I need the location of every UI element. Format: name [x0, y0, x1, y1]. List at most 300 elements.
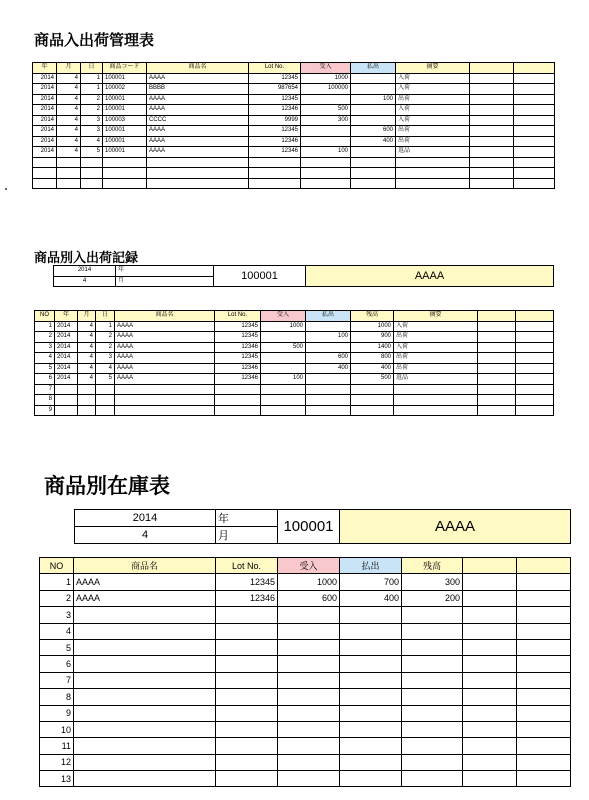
table-cell: 出荷 [396, 126, 470, 137]
table-cell: 4 [57, 147, 81, 158]
table-cell: 12345 [216, 574, 278, 590]
table-cell: 12346 [249, 147, 301, 158]
col-extra-2 [517, 558, 571, 574]
table-cell: 100 [261, 374, 306, 385]
table-cell [514, 147, 555, 158]
table-cell: 3 [35, 342, 55, 353]
table-cell [351, 395, 394, 406]
table-cell: 100003 [103, 115, 147, 126]
info-year-label: 年 [216, 510, 278, 527]
table-cell [74, 607, 216, 623]
table-cell: 2 [35, 332, 55, 343]
table-cell: 3 [81, 126, 103, 137]
table-cell [215, 405, 261, 416]
table-cell [340, 738, 402, 754]
table-cell [96, 384, 115, 395]
table-cell: 入荷 [396, 115, 470, 126]
table-cell: 100 [351, 94, 396, 105]
table-row [35, 363, 554, 374]
table-cell: 4 [78, 374, 96, 385]
table-row [33, 136, 555, 147]
table-cell [514, 168, 555, 179]
table-cell: 12346 [249, 105, 301, 116]
table-cell [33, 168, 57, 179]
table-cell [517, 672, 571, 688]
table-cell: 100 [306, 332, 351, 343]
table-cell [147, 168, 249, 179]
table-cell [516, 363, 554, 374]
table-cell [351, 405, 394, 416]
table-cell: 7 [40, 672, 74, 688]
table-cell: 13 [40, 771, 74, 787]
table-cell [249, 168, 301, 179]
table-cell [103, 157, 147, 168]
table-cell: 2014 [33, 126, 57, 137]
table-cell [340, 672, 402, 688]
table-cell [517, 574, 571, 590]
col-month: 月 [57, 63, 81, 74]
table-cell [74, 705, 216, 721]
table-cell [74, 656, 216, 672]
table-cell: 出荷 [396, 136, 470, 147]
table-cell [103, 178, 147, 189]
table-cell [470, 168, 514, 179]
table-cell [57, 157, 81, 168]
table-row [35, 321, 554, 332]
col-balance: 残高 [351, 311, 394, 322]
col-summary: 摘要 [396, 63, 470, 74]
table-cell [478, 332, 516, 343]
table-cell [249, 157, 301, 168]
table-cell: 4 [78, 363, 96, 374]
table-cell [351, 73, 396, 84]
table-cell: 入荷 [396, 105, 470, 116]
table-cell [340, 721, 402, 737]
table-cell [514, 157, 555, 168]
table-cell: 4 [57, 105, 81, 116]
col-balance: 残高 [402, 558, 463, 574]
info-month: 4 [75, 527, 216, 544]
table-cell [74, 639, 216, 655]
table-cell [306, 395, 351, 406]
table-cell: 2014 [33, 136, 57, 147]
table-cell [261, 405, 306, 416]
table-cell [340, 771, 402, 787]
table-cell: 4 [78, 353, 96, 364]
col-received: 受入 [278, 558, 340, 574]
table-cell: 2014 [55, 363, 78, 374]
table-cell: AAAA [115, 374, 215, 385]
table-cell [278, 721, 340, 737]
table-cell [402, 771, 463, 787]
table-row [40, 590, 571, 606]
table-cell [470, 157, 514, 168]
table-cell: 4 [78, 342, 96, 353]
table-cell: 入荷 [396, 84, 470, 95]
table-cell [216, 705, 278, 721]
table-cell [340, 705, 402, 721]
table-row [35, 374, 554, 385]
table-cell: 600 [351, 126, 396, 137]
table-cell: 400 [351, 363, 394, 374]
info-year: 2014 [75, 510, 216, 527]
table-cell: 12345 [215, 332, 261, 343]
table-cell [402, 721, 463, 737]
table-cell [278, 607, 340, 623]
table-cell [396, 178, 470, 189]
col-extra-1 [470, 63, 514, 74]
table-cell: 4 [35, 353, 55, 364]
table-cell [55, 405, 78, 416]
col-shipped: 払出 [306, 311, 351, 322]
table-cell: 出荷 [396, 94, 470, 105]
section1-title: 商品入出荷管理表 [34, 31, 155, 49]
table-cell [306, 405, 351, 416]
table-cell [514, 115, 555, 126]
table-row [35, 384, 554, 395]
table-cell: 12346 [249, 136, 301, 147]
table-cell [278, 738, 340, 754]
table-row [40, 623, 571, 639]
col-no: NO [40, 558, 74, 574]
table-cell [463, 672, 517, 688]
table-row [33, 178, 555, 189]
table-row [33, 157, 555, 168]
table-cell: 2014 [55, 332, 78, 343]
table-cell: 5 [35, 363, 55, 374]
table-cell: 2014 [55, 342, 78, 353]
table-cell [402, 607, 463, 623]
table-cell: 100001 [103, 94, 147, 105]
table-cell [514, 73, 555, 84]
table-cell [516, 353, 554, 364]
table-cell [74, 623, 216, 639]
table-header-row [35, 311, 554, 322]
table-cell [402, 656, 463, 672]
table-cell [470, 115, 514, 126]
table-cell: 1000 [261, 321, 306, 332]
table-cell [351, 384, 394, 395]
table-cell: 300 [301, 115, 351, 126]
table-cell [517, 689, 571, 705]
table-cell [470, 147, 514, 158]
table-cell [340, 639, 402, 655]
table-cell [340, 754, 402, 770]
table-row [35, 332, 554, 343]
table-cell: 600 [278, 590, 340, 606]
info-month: 4 [54, 276, 116, 287]
table-cell: 100001 [103, 126, 147, 137]
table-cell: 2014 [33, 147, 57, 158]
table-row [33, 126, 555, 137]
table-cell: 4 [81, 136, 103, 147]
table-cell [396, 157, 470, 168]
table-cell [33, 157, 57, 168]
table-cell: AAAA [147, 136, 249, 147]
table-cell [402, 689, 463, 705]
table-cell [81, 157, 103, 168]
table-cell [463, 771, 517, 787]
table-cell: 6 [35, 374, 55, 385]
table-cell: 8 [40, 689, 74, 705]
table-cell: 100001 [103, 105, 147, 116]
table-cell: 500 [351, 374, 394, 385]
table-row [40, 754, 571, 770]
table-cell [261, 353, 306, 364]
table-cell: 出荷 [394, 353, 478, 364]
info-year-label: 年 [116, 266, 214, 277]
table-cell [340, 656, 402, 672]
table-cell [340, 689, 402, 705]
col-extra-2 [514, 63, 555, 74]
section2-info-box [53, 265, 554, 287]
info-product-code: 100001 [214, 266, 306, 287]
table-row [40, 639, 571, 655]
table-cell: 1 [81, 84, 103, 95]
table-row [33, 105, 555, 116]
table-cell [402, 705, 463, 721]
table-cell [278, 656, 340, 672]
table-cell [516, 405, 554, 416]
table-cell: AAAA [147, 105, 249, 116]
table-cell [517, 639, 571, 655]
table-cell [306, 321, 351, 332]
table-cell [463, 590, 517, 606]
col-product-name: 商品名 [74, 558, 216, 574]
table-row [33, 168, 555, 179]
table-row [40, 574, 571, 590]
table-cell: 12345 [215, 321, 261, 332]
table-cell [74, 721, 216, 737]
table-cell: 1000 [301, 73, 351, 84]
table-cell [351, 84, 396, 95]
table-cell [478, 363, 516, 374]
table-cell [96, 405, 115, 416]
table-cell [74, 771, 216, 787]
table-cell [396, 168, 470, 179]
table-row [35, 353, 554, 364]
table-cell [402, 738, 463, 754]
table-cell [261, 384, 306, 395]
table-cell [96, 395, 115, 406]
col-year: 年 [33, 63, 57, 74]
table-cell [278, 623, 340, 639]
table-cell [516, 332, 554, 343]
table-cell: 4 [40, 623, 74, 639]
table-cell: 3 [81, 115, 103, 126]
info-month-label: 月 [216, 527, 278, 544]
info-month-label: 月 [116, 276, 214, 287]
table-cell: 100001 [103, 136, 147, 147]
info-product-name: AAAA [306, 266, 554, 287]
table-cell: 7 [35, 384, 55, 395]
col-lot-no: Lot No. [249, 63, 301, 74]
table-cell [216, 689, 278, 705]
table-row [40, 672, 571, 688]
table-cell [516, 384, 554, 395]
table-cell: 9 [40, 705, 74, 721]
table-cell: 4 [78, 321, 96, 332]
table-cell: 2014 [33, 94, 57, 105]
table-cell [306, 374, 351, 385]
table-cell [115, 384, 215, 395]
table-cell: 4 [57, 115, 81, 126]
table-cell [402, 639, 463, 655]
col-lot-no: Lot No. [215, 311, 261, 322]
table-cell: 4 [57, 126, 81, 137]
col-extra-2 [516, 311, 554, 322]
table-cell [147, 157, 249, 168]
table-cell [514, 94, 555, 105]
table-cell: 10 [40, 721, 74, 737]
table-cell [261, 395, 306, 406]
table-cell [278, 639, 340, 655]
table-cell [81, 168, 103, 179]
table-cell: 12 [40, 754, 74, 770]
table-cell: 900 [351, 332, 394, 343]
table-cell [301, 157, 351, 168]
table-header-row [33, 63, 555, 74]
table-cell: 返品 [394, 374, 478, 385]
table-cell: 2 [96, 332, 115, 343]
table-cell [74, 738, 216, 754]
table-cell: 9999 [249, 115, 301, 126]
table-cell [301, 178, 351, 189]
table-row [40, 607, 571, 623]
table-cell [514, 126, 555, 137]
table-cell: AAAA [147, 73, 249, 84]
col-received: 受入 [261, 311, 306, 322]
table-cell: 200 [402, 590, 463, 606]
table-cell: 1 [81, 73, 103, 84]
table-cell: 2014 [33, 84, 57, 95]
table-cell [278, 771, 340, 787]
table-cell [402, 623, 463, 639]
table-cell [301, 126, 351, 137]
product-inventory-table [39, 557, 571, 787]
table-cell: AAAA [115, 332, 215, 343]
table-cell: 1 [96, 321, 115, 332]
info-product-name: AAAA [340, 510, 571, 544]
table-cell: 400 [340, 590, 402, 606]
table-cell [216, 721, 278, 737]
table-cell [216, 771, 278, 787]
section3-title: 商品別在庫表 [44, 474, 170, 498]
table-cell: AAAA [115, 353, 215, 364]
table-cell [516, 321, 554, 332]
table-cell: 入荷 [394, 321, 478, 332]
table-cell [78, 395, 96, 406]
table-cell [33, 178, 57, 189]
table-row [33, 147, 555, 158]
table-cell [463, 754, 517, 770]
col-shipped: 払出 [351, 63, 396, 74]
table-cell [78, 384, 96, 395]
table-row [35, 342, 554, 353]
table-cell [74, 689, 216, 705]
col-summary: 摘要 [394, 311, 478, 322]
table-cell: 4 [78, 332, 96, 343]
table-cell [216, 656, 278, 672]
table-cell [463, 607, 517, 623]
table-cell: 8 [35, 395, 55, 406]
table-cell: 12346 [215, 363, 261, 374]
table-cell [478, 374, 516, 385]
table-row [33, 84, 555, 95]
table-cell: 1 [40, 574, 74, 590]
table-cell: AAAA [147, 94, 249, 105]
table-cell: 6 [40, 656, 74, 672]
table-cell [55, 384, 78, 395]
table-cell: 9 [35, 405, 55, 416]
table-cell [216, 623, 278, 639]
table-cell [74, 672, 216, 688]
table-cell: 4 [57, 136, 81, 147]
table-cell [78, 405, 96, 416]
table-row [40, 721, 571, 737]
table-cell [463, 721, 517, 737]
table-cell [517, 656, 571, 672]
table-cell [74, 754, 216, 770]
table-cell [470, 73, 514, 84]
table-cell [478, 321, 516, 332]
table-cell [278, 689, 340, 705]
table-row [40, 738, 571, 754]
table-cell: 出荷 [394, 332, 478, 343]
table-cell [394, 384, 478, 395]
table-cell [517, 721, 571, 737]
table-cell: 3 [96, 353, 115, 364]
col-day: 日 [81, 63, 103, 74]
table-cell [478, 395, 516, 406]
table-cell: 入荷 [394, 342, 478, 353]
table-cell [103, 168, 147, 179]
table-cell [514, 136, 555, 147]
table-cell [463, 656, 517, 672]
section2-title: 商品別入出荷記録 [34, 251, 139, 266]
table-row [40, 689, 571, 705]
table-cell [516, 395, 554, 406]
table-cell [216, 754, 278, 770]
table-cell: AAAA [147, 126, 249, 137]
table-row [40, 656, 571, 672]
table-cell: 12346 [216, 590, 278, 606]
table-cell: 1400 [351, 342, 394, 353]
table-cell [57, 178, 81, 189]
table-cell: 100001 [103, 147, 147, 158]
table-cell: 12345 [249, 126, 301, 137]
table-cell: 出荷 [394, 363, 478, 374]
table-cell [306, 384, 351, 395]
table-cell [478, 384, 516, 395]
table-cell: 4 [57, 73, 81, 84]
table-cell: AAAA [74, 574, 216, 590]
table-cell [81, 178, 103, 189]
table-cell: 入荷 [396, 73, 470, 84]
table-cell: 12346 [215, 374, 261, 385]
table-cell: BBBB [147, 84, 249, 95]
table-cell [517, 607, 571, 623]
info-product-code: 100001 [278, 510, 340, 544]
table-cell [55, 395, 78, 406]
table-cell: 1000 [351, 321, 394, 332]
table-cell [351, 147, 396, 158]
table-cell: 2 [96, 342, 115, 353]
table-cell: CCCC [147, 115, 249, 126]
table-cell [394, 405, 478, 416]
table-row [40, 771, 571, 787]
table-cell: AAAA [115, 342, 215, 353]
